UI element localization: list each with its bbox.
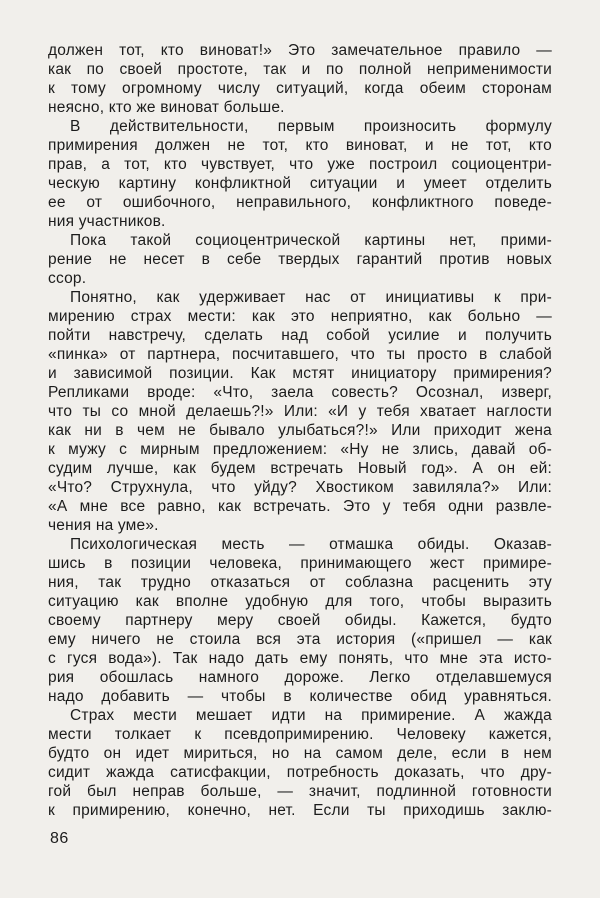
- text-line: рия обошлась намного дороже. Легко отделавшемуся: [48, 669, 552, 686]
- text-line: и зависимой позиции. Как мстят инициатору примирения?: [48, 365, 552, 382]
- text-line: прав, а тот, кто чувствует, что уже построил социоцентри-: [48, 156, 552, 173]
- page-number: 86: [50, 830, 69, 847]
- text-line: судим лучше, как будем встречать Новый год». А он ей:: [48, 460, 552, 477]
- text-line: к примирению, конечно, нет. Если ты приходишь заклю-: [48, 802, 552, 819]
- text-line: Психологическая месть — отмашка обиды. Оказав-: [70, 536, 552, 553]
- text-line: «Что? Струхнула, что уйду? Хвостиком завиляла?» Или:: [48, 479, 552, 496]
- text-line: Репликами вроде: «Что, заела совесть? Осознал, изверг,: [48, 384, 552, 401]
- text-line: ее от ошибочного, неправильного, конфликтного поведе-: [48, 194, 552, 211]
- paragraph: [48, 117, 552, 231]
- text-line: пойти навстречу, сделать над собой усилие и получить: [48, 327, 552, 344]
- text-line: будто он идет мириться, но на самом деле, если в нем: [48, 745, 552, 762]
- paragraph: [48, 41, 552, 117]
- paragraph: [48, 231, 552, 288]
- text-line: ния участников.: [48, 213, 166, 230]
- paragraph: [48, 288, 552, 535]
- text-line: чения на уме».: [48, 517, 159, 534]
- text-line: Пока такой социоцентрической картины нет, прими-: [70, 232, 552, 249]
- text-line: Понятно, как удерживает нас от инициативы к при-: [70, 289, 552, 306]
- text-line: В действительности, первым произносить формулу: [70, 118, 552, 135]
- text-line: как по своей простоте, так и по полной неприменимости: [48, 61, 552, 78]
- text-line: мирению страх мести: как это неприятно, как больно —: [48, 308, 552, 325]
- text-line: что ты со мной делаешь?!» Или: «И у тебя хватает наглости: [48, 403, 552, 420]
- text-line: ему ничего не стоила вся эта история («пришел — как: [48, 631, 552, 648]
- text-line: шись в позиции человека, принимающего жест примире-: [48, 555, 552, 572]
- text-block: [48, 41, 552, 820]
- text-line: ссор.: [48, 270, 87, 287]
- text-line: сидит жажда сатисфакции, потребность доказать, что дру-: [48, 764, 552, 781]
- text-line: гой был неправ больше, — значит, подлинной готовности: [48, 783, 552, 800]
- text-line: неясно, кто же виноват больше.: [48, 99, 285, 116]
- text-line: как ни в чем не бывало улыбаться?!» Или приходит жена: [48, 422, 552, 439]
- text-line: к тому огромному числу ситуаций, когда обеим сторонам: [48, 80, 552, 97]
- text-line: ния, так трудно отказаться от соблазна расценить эту: [48, 574, 552, 591]
- text-line: к мужу с мирным предложением: «Ну не злись, давай об-: [48, 441, 552, 458]
- text-line: мести толкает к псевдопримирению. Человеку кажется,: [48, 726, 552, 743]
- text-line: ческую картину конфликтной ситуации и умеет отделить: [48, 175, 552, 192]
- text-line: «А мне все равно, как встречать. Это у тебя одни развле-: [48, 498, 552, 515]
- text-line: надо добавить — чтобы в количестве обид уравняться.: [48, 688, 552, 705]
- text-line: должен тот, кто виноват!» Это замечательное правило —: [48, 42, 552, 59]
- text-line: ситуацию как вполне удобную для того, чтобы выразить: [48, 593, 552, 610]
- text-line: рение не несет в себе твердых гарантий против новых: [48, 251, 552, 268]
- text-line: Страх мести мешает идти на примирение. А жажда: [70, 707, 552, 724]
- text-line: своему партнеру меру своей обиды. Кажется, будто: [48, 612, 552, 629]
- text-line: «пинка» от партнера, посчитавшего, что ты просто в слабой: [48, 346, 552, 363]
- paragraph: [48, 535, 552, 706]
- text-line: примирения должен не тот, кто виноват, и не тот, кто: [48, 137, 552, 154]
- paragraph: [48, 706, 552, 820]
- text-line: с гуся вода»). Так надо дать ему понять, что мне эта исто-: [48, 650, 552, 667]
